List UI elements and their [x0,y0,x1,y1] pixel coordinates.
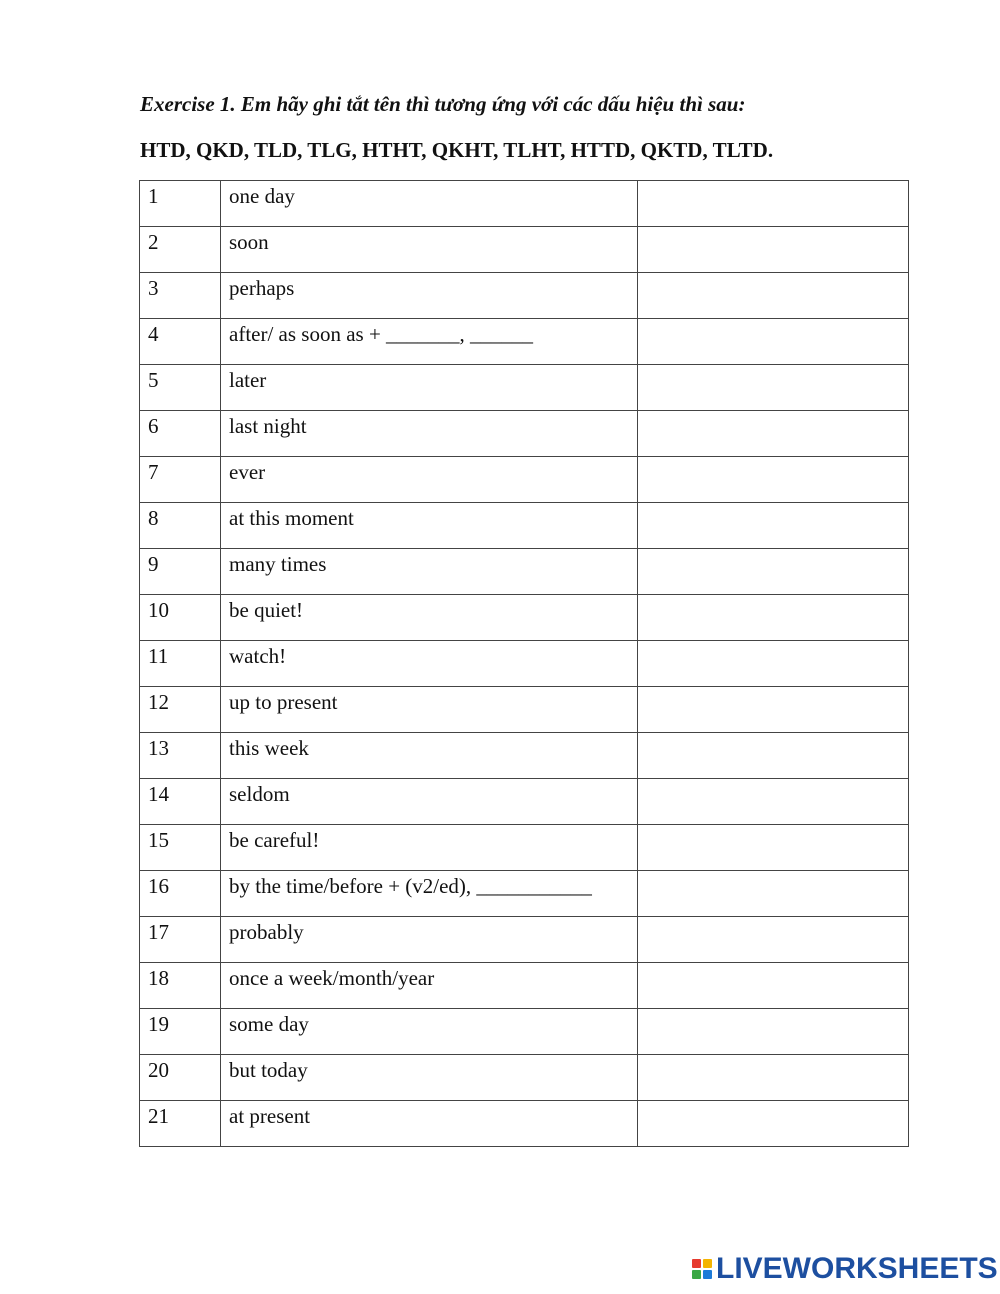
table-row [140,1009,909,1055]
table-row [140,273,909,319]
tense-signal: seldom [221,779,638,825]
row-number: 6 [140,411,221,457]
row-number: 18 [140,963,221,1009]
answer-cell[interactable] [638,687,909,733]
tense-signal: some day [221,1009,638,1055]
table-row [140,1055,909,1101]
answer-cell[interactable] [638,871,909,917]
answer-cell[interactable] [638,1101,909,1147]
tense-signal: at present [221,1101,638,1147]
tense-signal: be quiet! [221,595,638,641]
row-number: 14 [140,779,221,825]
table-row [140,779,909,825]
row-number: 19 [140,1009,221,1055]
tense-signal: perhaps [221,273,638,319]
answer-cell[interactable] [638,549,909,595]
answer-cell[interactable] [638,733,909,779]
tense-signal: at this moment [221,503,638,549]
liveworksheets-logo [692,1252,998,1286]
tense-signal: this week [221,733,638,779]
row-number: 2 [140,227,221,273]
answer-cell[interactable] [638,641,909,687]
table-row [140,595,909,641]
row-number: 16 [140,871,221,917]
answer-cell[interactable] [638,319,909,365]
table-row [140,825,909,871]
logo-square-blue [703,1270,712,1279]
tense-signal: but today [221,1055,638,1101]
logo-square-yellow [703,1259,712,1268]
table-row [140,181,909,227]
logo-square-red [692,1259,701,1268]
row-number: 7 [140,457,221,503]
liveworksheets-logo-icon [692,1259,712,1279]
logo-square-green [692,1270,701,1279]
row-number: 1 [140,181,221,227]
exercise-table [139,180,909,1147]
table-row [140,733,909,779]
tense-signal: one day [221,181,638,227]
answer-cell[interactable] [638,227,909,273]
logo-text: LIVEWORKSHEETS [716,1252,998,1285]
tense-signal: later [221,365,638,411]
tense-signal: watch! [221,641,638,687]
table-row [140,503,909,549]
row-number: 11 [140,641,221,687]
table-row [140,963,909,1009]
answer-cell[interactable] [638,825,909,871]
row-number: 12 [140,687,221,733]
row-number: 20 [140,1055,221,1101]
answer-cell[interactable] [638,457,909,503]
row-number: 3 [140,273,221,319]
row-number: 13 [140,733,221,779]
table-row [140,319,909,365]
table-row [140,641,909,687]
tense-signal: be careful! [221,825,638,871]
exercise-rows [140,181,909,1147]
row-number: 8 [140,503,221,549]
row-number: 15 [140,825,221,871]
answer-cell[interactable] [638,181,909,227]
table-row [140,917,909,963]
table-row [140,365,909,411]
tense-signal: up to present [221,687,638,733]
tense-signal: last night [221,411,638,457]
table-row [140,227,909,273]
answer-cell[interactable] [638,1009,909,1055]
table-row [140,549,909,595]
row-number: 4 [140,319,221,365]
table-row [140,687,909,733]
tense-signal: many times [221,549,638,595]
tense-signal: by the time/before + (v2/ed), ___________ [221,871,638,917]
exercise-title: Exercise 1. Em hãy ghi tắt tên thì tương ứng với các dấu hiệu thì sau: [140,92,746,116]
answer-cell[interactable] [638,963,909,1009]
answer-cell[interactable] [638,917,909,963]
tense-signal: after/ as soon as + _______, ______ [221,319,638,365]
tense-signal: once a week/month/year [221,963,638,1009]
row-number: 5 [140,365,221,411]
tense-signal: ever [221,457,638,503]
row-number: 21 [140,1101,221,1147]
table-row [140,1101,909,1147]
answer-cell[interactable] [638,411,909,457]
answer-cell[interactable] [638,273,909,319]
answer-cell[interactable] [638,595,909,641]
table-row [140,871,909,917]
row-number: 9 [140,549,221,595]
row-number: 17 [140,917,221,963]
answer-cell[interactable] [638,365,909,411]
table-row [140,411,909,457]
tense-signal: soon [221,227,638,273]
tense-codes: HTD, QKD, TLD, TLG, HTHT, QKHT, TLHT, HTTD, QKTD, TLTD. [140,138,774,162]
answer-cell[interactable] [638,779,909,825]
answer-cell[interactable] [638,503,909,549]
answer-cell[interactable] [638,1055,909,1101]
row-number: 10 [140,595,221,641]
table-row [140,457,909,503]
tense-signal: probably [221,917,638,963]
